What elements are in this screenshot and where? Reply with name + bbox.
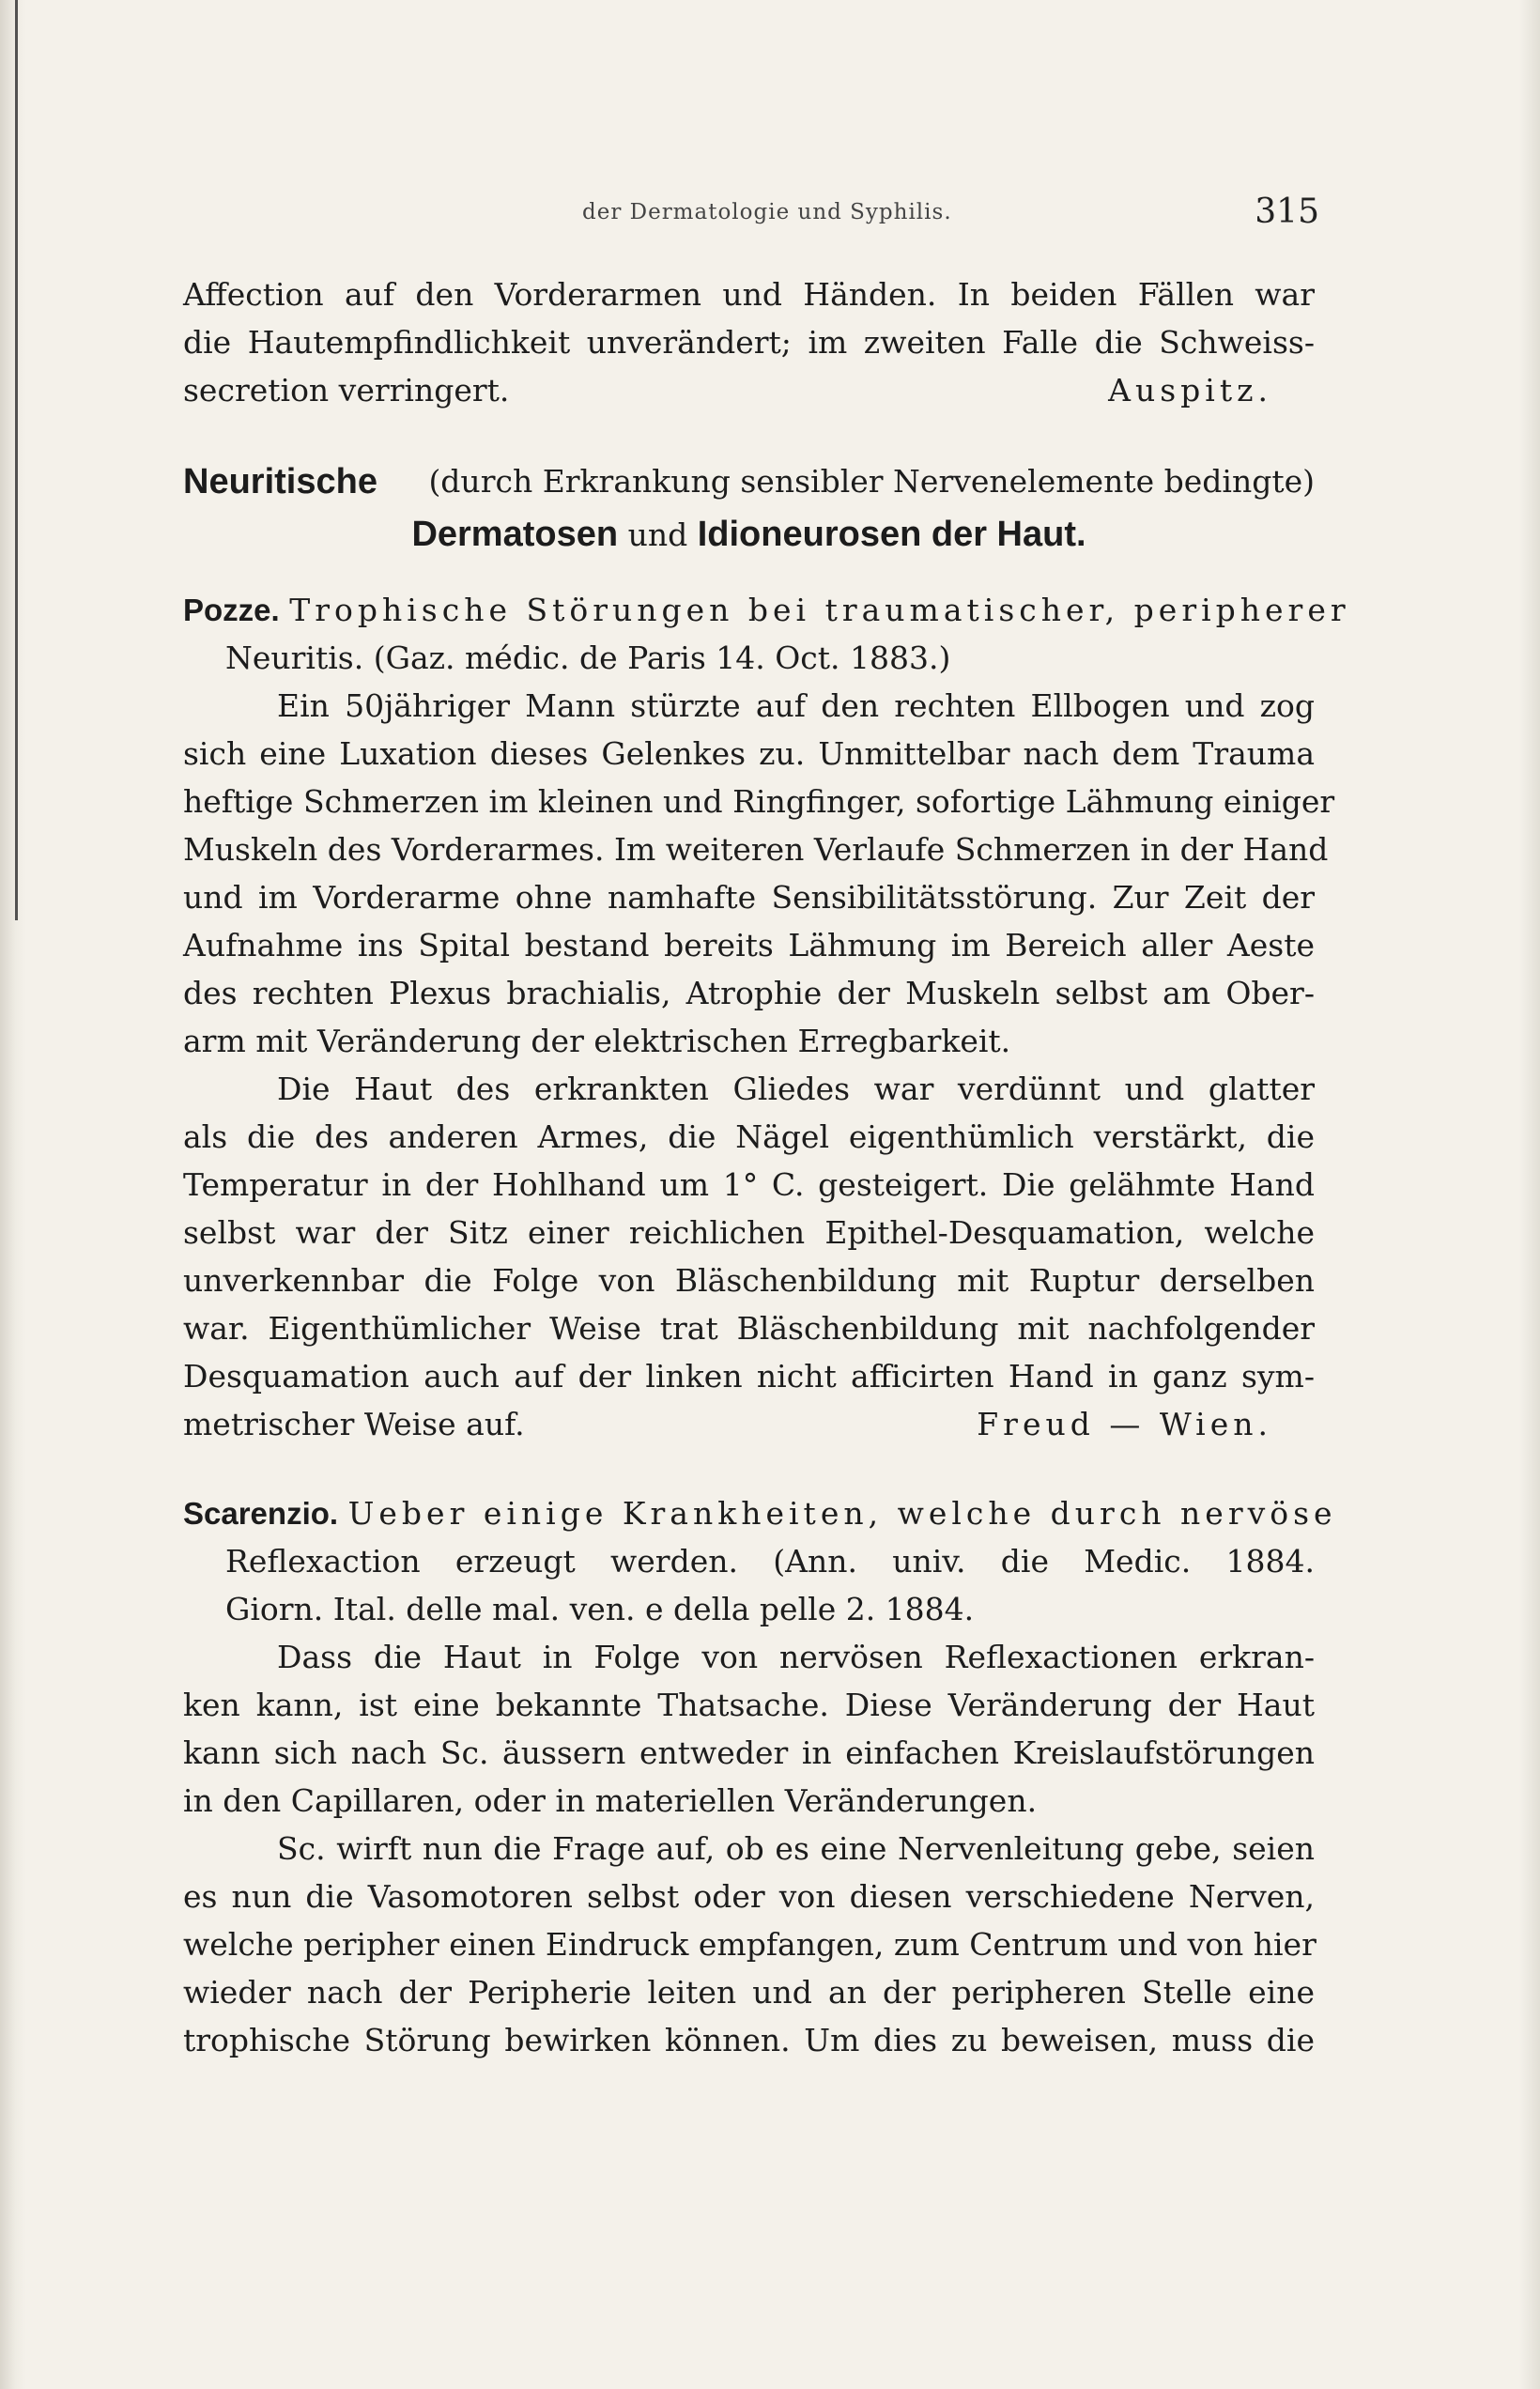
article-title-line: Reflexaction erzeugt werden. (Ann. univ. die Medic. 1884. bbox=[225, 1543, 1315, 1580]
section-heading-term: Neuritische bbox=[183, 462, 377, 501]
article-author: Scarenzio. bbox=[183, 1496, 339, 1531]
section-heading-text: und bbox=[627, 516, 688, 553]
text-line: selbst war der Sitz einer reichlichen Epithel-Desquamation, welche bbox=[183, 1214, 1315, 1251]
article-pozze bbox=[183, 586, 1350, 1448]
text-line: metrischer Weise auf. bbox=[183, 1406, 525, 1442]
text-line: Muskeln des Vorderarmes. Im weiteren Verlaufe Schmerzen in der Hand bbox=[183, 831, 1329, 868]
section-heading-term: Idioneurosen der Haut. bbox=[697, 515, 1086, 554]
article-title-line: Neuritis. (Gaz. médic. de Paris 14. Oct. 1883.) bbox=[225, 640, 951, 676]
article-title-line: Giorn. Ital. delle mal. ven. e della pelle 2. 1884. bbox=[225, 1591, 975, 1627]
article-title: Trophische Störungen bei traumatischer, peripherer bbox=[289, 592, 1350, 628]
text-line: Affection auf den Vorderarmen und Händen. In beiden Fällen war bbox=[183, 276, 1315, 313]
section-heading bbox=[183, 455, 1315, 562]
article-title: Ueber einige Krankheiten, welche durch nervöse bbox=[347, 1495, 1337, 1532]
section-heading-line bbox=[183, 455, 1315, 508]
intro-paragraph bbox=[183, 270, 1315, 414]
page-body bbox=[183, 270, 1350, 2064]
page-edge bbox=[1519, 0, 1540, 2389]
text-line: Temperatur in der Hohlhand um 1° C. gesteigert. Die gelähmte Hand bbox=[183, 1166, 1315, 1203]
intro-last-line bbox=[183, 366, 1315, 414]
text-line: als die des anderen Armes, die Nägel eigenthümlich verstärkt, die bbox=[183, 1118, 1315, 1155]
page-gutter bbox=[0, 0, 26, 2389]
text-line: Dass die Haut in Folge von nervösen Reflexactionen erkran- bbox=[277, 1639, 1315, 1675]
signature: Auspitz. bbox=[1108, 372, 1272, 408]
article-last-line bbox=[183, 1400, 1315, 1448]
section-heading-term: Dermatosen bbox=[411, 515, 619, 554]
section-heading-line bbox=[183, 508, 1315, 562]
article-scarenzio bbox=[183, 1489, 1337, 2064]
text-line: kann sich nach Sc. äussern entweder in einfachen Kreislaufstörungen bbox=[183, 1734, 1315, 1771]
text-line: Die Haut des erkrankten Gliedes war verdünnt und glatter bbox=[277, 1071, 1315, 1107]
text-line: Aufnahme ins Spital bestand bereits Lähmung im Bereich aller Aeste bbox=[183, 927, 1315, 963]
signature: Freud — Wien. bbox=[977, 1406, 1272, 1442]
text-line: und im Vorderarme ohne namhafte Sensibilitätsstörung. Zur Zeit der bbox=[183, 879, 1315, 916]
text-line: secretion verringert. bbox=[183, 372, 510, 408]
running-head: der Dermatologie und Syphilis. bbox=[582, 200, 952, 224]
text-line: arm mit Veränderung der elektrischen Erregbarkeit. bbox=[183, 1023, 1011, 1059]
text-line: ken kann, ist eine bekannte Thatsache. Diese Veränderung der Haut bbox=[183, 1687, 1315, 1723]
text-line: die Hautempfindlichkeit unverändert; im zweiten Falle die Schweiss- bbox=[183, 324, 1315, 361]
text-line: unverkennbar die Folge von Bläschenbildung mit Ruptur derselben bbox=[183, 1262, 1315, 1299]
article-title-line bbox=[183, 586, 1350, 634]
text-line: Ein 50jähriger Mann stürzte auf den rechten Ellbogen und zog bbox=[277, 687, 1315, 724]
text-line: Desquamation auch auf der linken nicht afficirten Hand in ganz sym- bbox=[183, 1358, 1315, 1395]
text-line: heftige Schmerzen im kleinen und Ringfinger, sofortige Lähmung einiger bbox=[183, 783, 1335, 820]
text-line: welche peripher einen Eindruck empfangen, zum Centrum und von hier bbox=[183, 1926, 1317, 1963]
article-author: Pozze. bbox=[183, 593, 280, 627]
text-line: war. Eigenthümlicher Weise trat Bläschenbildung mit nachfolgender bbox=[183, 1310, 1315, 1347]
text-line: sich eine Luxation dieses Gelenkes zu. Unmittelbar nach dem Trauma bbox=[183, 735, 1315, 772]
page-number: 315 bbox=[1255, 193, 1319, 231]
text-line: wieder nach der Peripherie leiten und an der peripheren Stelle eine bbox=[183, 1974, 1315, 2011]
text-line: Sc. wirft nun die Frage auf, ob es eine Nervenleitung gebe, seien bbox=[277, 1830, 1315, 1867]
text-line: trophische Störung bewirken können. Um dies zu beweisen, muss die bbox=[183, 2022, 1315, 2058]
section-heading-text: (durch Erkrankung sensibler Nervenelemente bedingte) bbox=[428, 463, 1315, 500]
gutter-line bbox=[15, 0, 18, 920]
page-header bbox=[183, 193, 1319, 239]
text-line: in den Capillaren, oder in materiellen Veränderungen. bbox=[183, 1782, 1038, 1819]
text-line: des rechten Plexus brachialis, Atrophie der Muskeln selbst am Ober- bbox=[183, 975, 1315, 1011]
text-line: es nun die Vasomotoren selbst oder von diesen verschiedene Nerven, bbox=[183, 1878, 1315, 1915]
article-title-line bbox=[183, 1489, 1337, 1537]
